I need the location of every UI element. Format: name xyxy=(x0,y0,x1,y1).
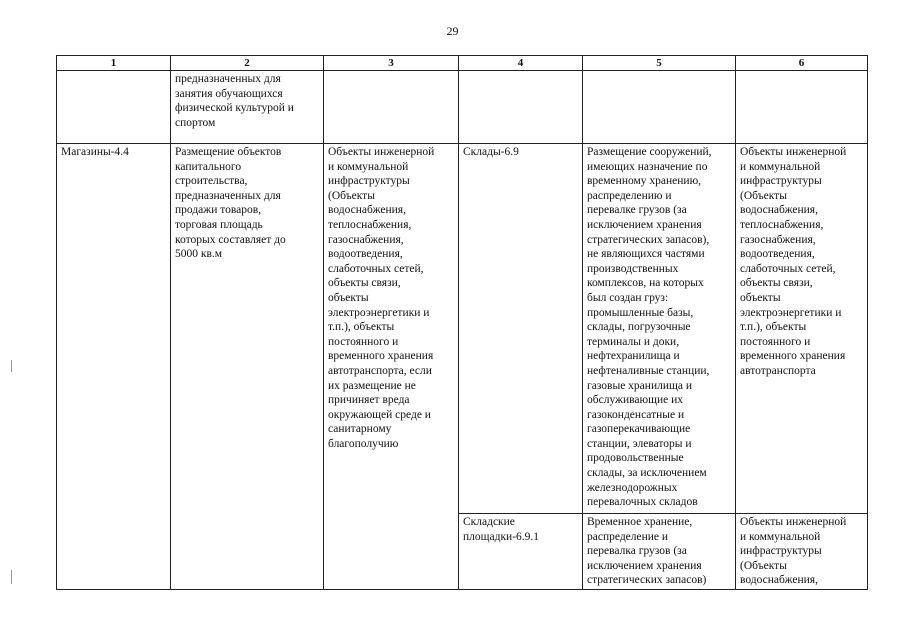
scan-edge-mark xyxy=(11,360,12,372)
table-row-stores xyxy=(57,144,868,514)
cell-aux-use-warehouses: Склады-6.9 xyxy=(459,144,583,514)
cell-continuation-col6 xyxy=(736,71,868,144)
table-header-row xyxy=(57,56,868,71)
cell-continuation-col5 xyxy=(583,71,736,144)
page-number: 29 xyxy=(446,24,459,38)
cell-aux-use-warehouses-description: Размещение сооружений, имеющих назначение по временному хранению, распределению и перевалке грузов (за исключением хранения стратегических запасов), не являющихся частями производственных комплексов, на которых был создан груз: промышленные базы, склады, погрузочные терминалы и доки, нефтехранилища и нефтеналивные станции, газовые хранилища и обслуживающие их газоконденсатные и газоперекачивающие станции, элеваторы и продовольственные склады, за исключением железнодорожных перевалочных складов xyxy=(583,144,736,514)
header-col-6: 6 xyxy=(736,56,868,71)
scan-edge-mark xyxy=(11,570,12,584)
header-col-2: 2 xyxy=(171,56,324,71)
cell-aux-use-storage-yards-objects: Объекты инженерной и коммунальной инфраструктуры (Объекты водоснабжения, xyxy=(736,514,868,590)
header-col-5: 5 xyxy=(583,56,736,71)
cell-allowed-objects: Объекты инженерной и коммунальной инфраструктуры (Объекты водоснабжения, теплоснабжения, газоснабжения, водоотведения, слаботочных сетей, объекты связи, объекты электроэнергетики и т.п.), объекты постоянного и временного хранения автотранспорта, если их размещение не причиняет вреда окружающей среде и санитарному благополучию xyxy=(324,144,459,590)
cell-aux-use-storage-yards-description: Временное хранение, распределение и перевалка грузов (за исключением хранения стратегических запасов) xyxy=(583,514,736,590)
cell-continuation-col3 xyxy=(324,71,459,144)
cell-use-type-stores: Магазины-4.4 xyxy=(57,144,171,590)
header-col-1: 1 xyxy=(57,56,171,71)
land-use-table xyxy=(56,55,868,590)
header-col-3: 3 xyxy=(324,56,459,71)
cell-continuation-col2: предназначенных для занятия обучающихся физической культурой и спортом xyxy=(171,71,324,144)
cell-aux-use-warehouses-objects: Объекты инженерной и коммунальной инфраструктуры (Объекты водоснабжения, теплоснабжения, газоснабжения, водоотведения, слаботочных сетей, объекты связи, объекты электроэнергетики и т.п.), объекты постоянного и временного хранения автотранспорта xyxy=(736,144,868,514)
header-col-4: 4 xyxy=(459,56,583,71)
cell-continuation-col4 xyxy=(459,71,583,144)
cell-use-description: Размещение объектов капитального строительства, предназначенных для продажи товаров, торговая площадь которых составляет до 5000 кв.м xyxy=(171,144,324,590)
cell-aux-use-storage-yards: Складские площадки-6.9.1 xyxy=(459,514,583,590)
cell-continuation-col1 xyxy=(57,71,171,144)
table-row-continuation xyxy=(57,71,868,144)
